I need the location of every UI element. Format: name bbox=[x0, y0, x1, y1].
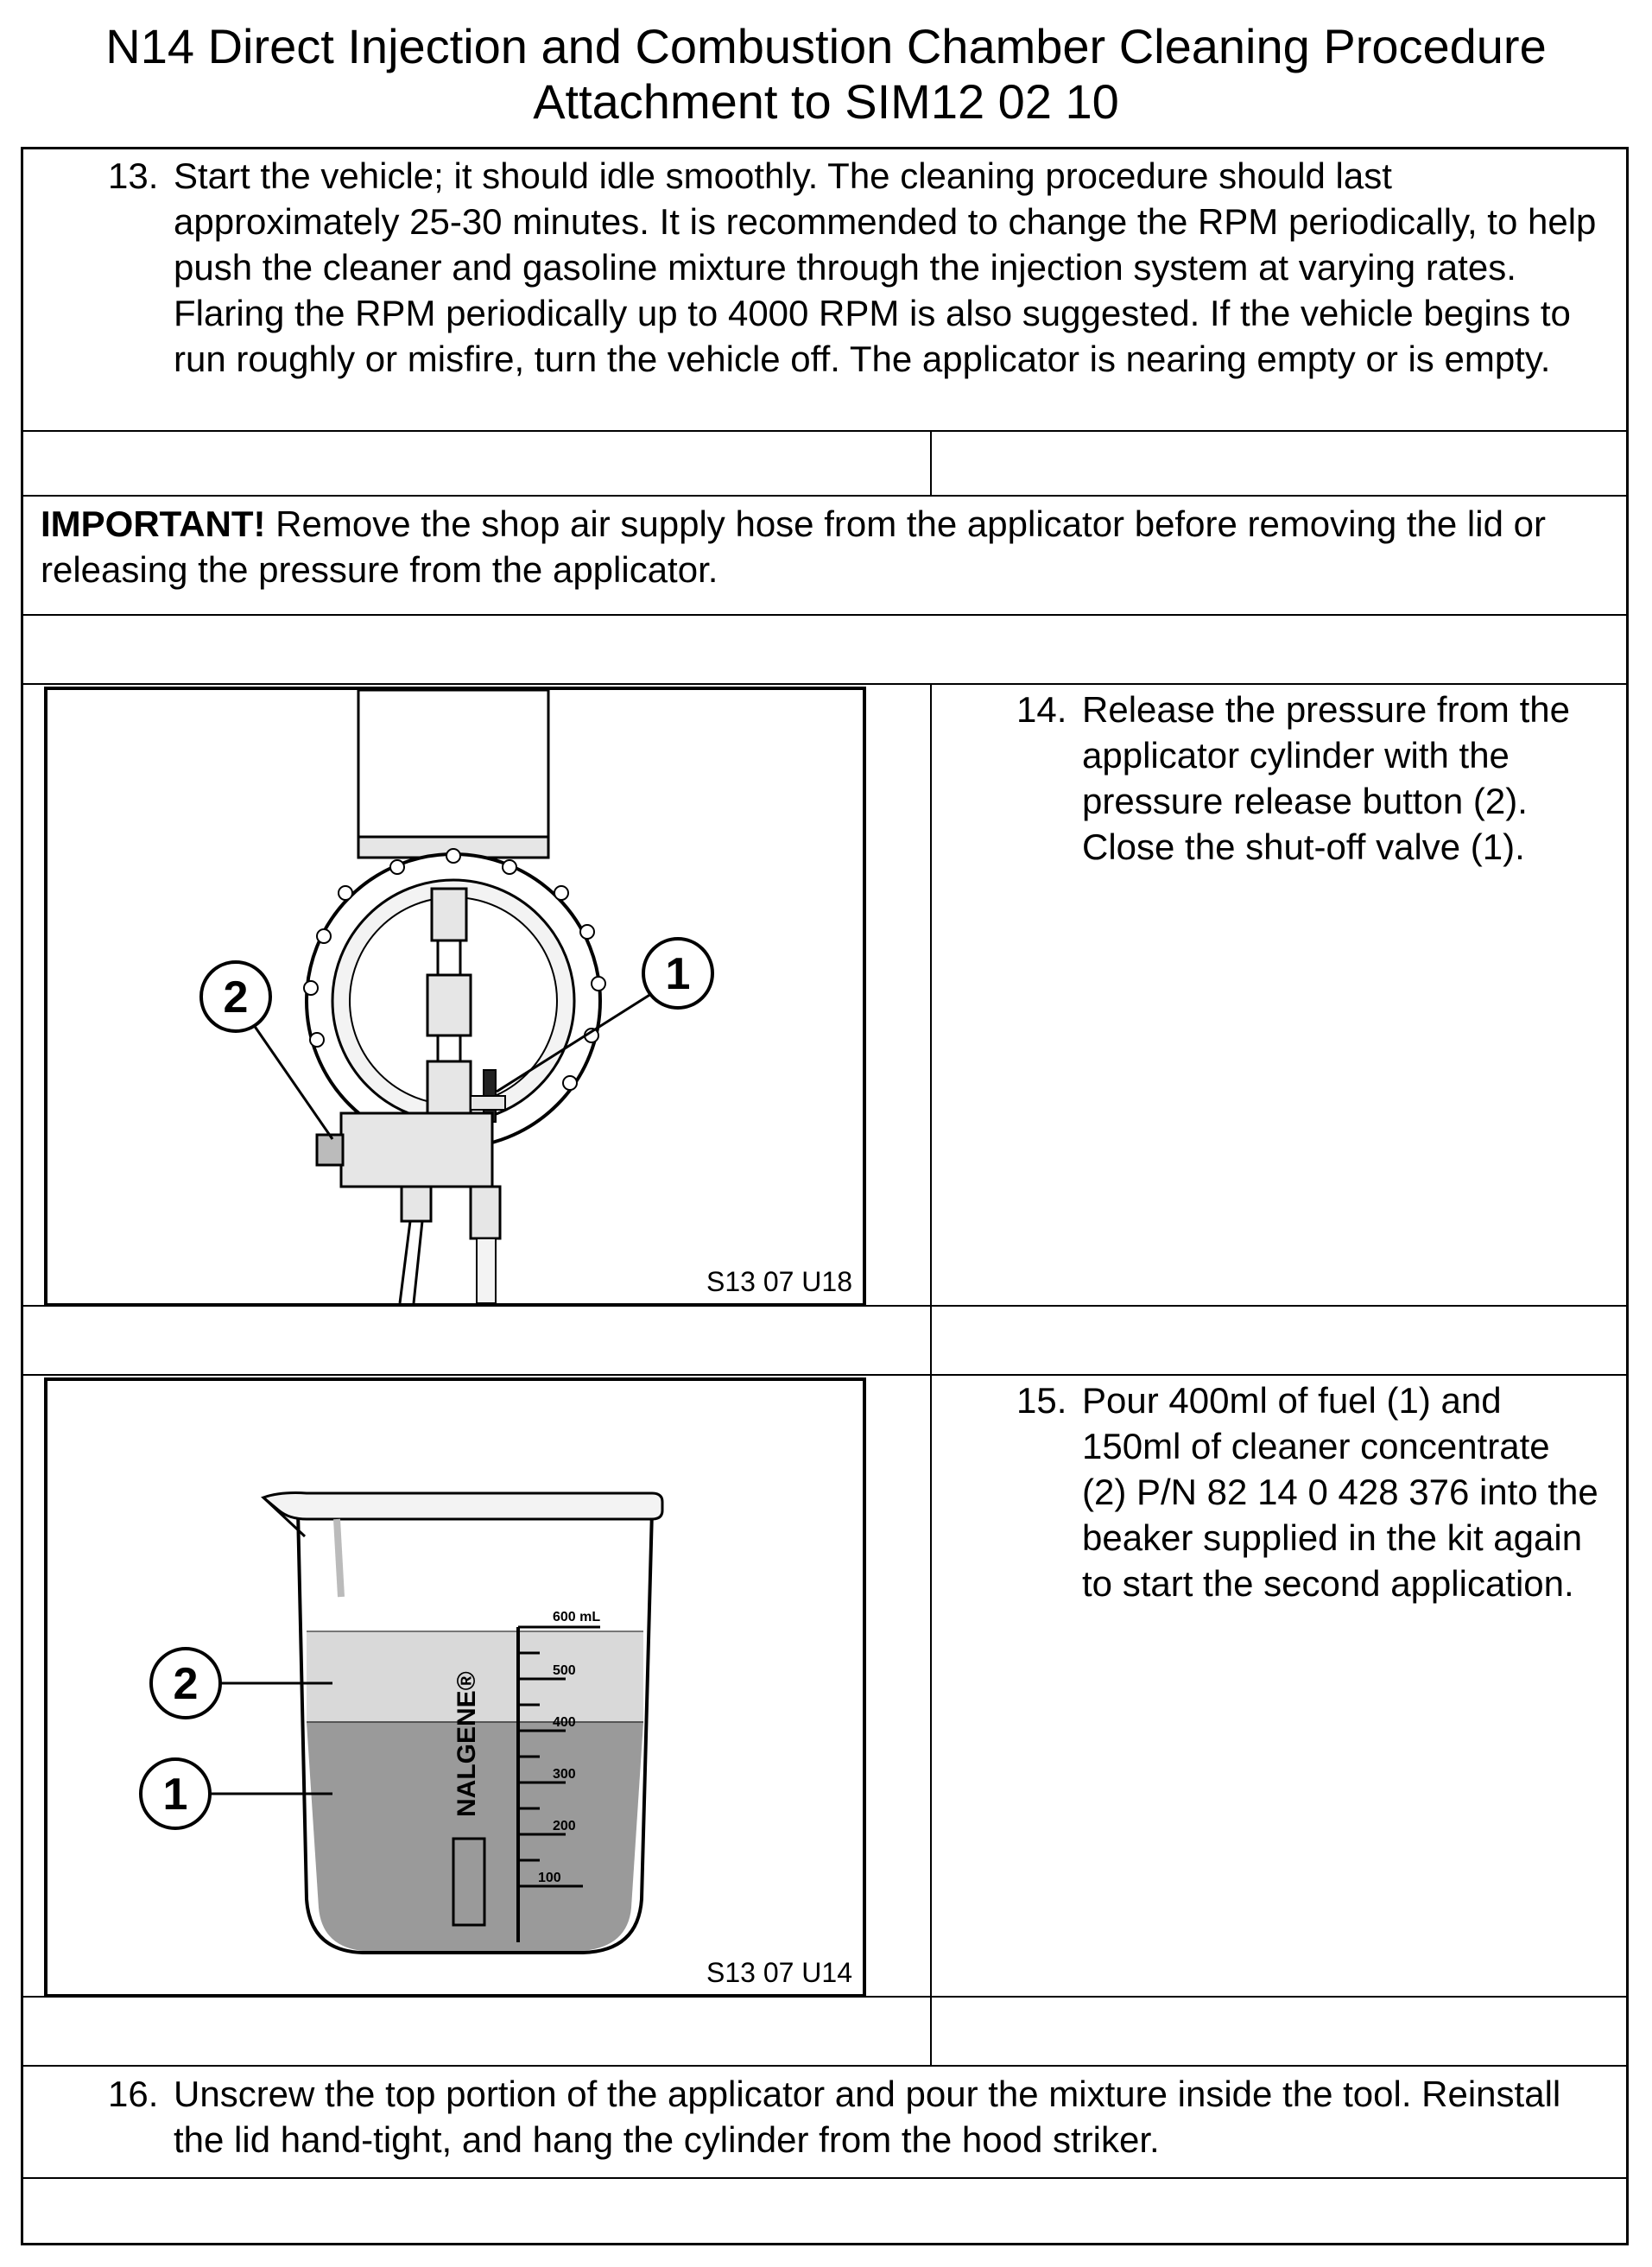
scale-label: 100 bbox=[538, 1871, 561, 1885]
row-divider bbox=[23, 430, 1626, 432]
important-text: Remove the shop air supply hose from the applicator before removing the lid or releasing the pressure from the applicator. bbox=[41, 503, 1546, 590]
scale-label: 600 mL bbox=[553, 1610, 601, 1624]
beaker-illustration bbox=[47, 1381, 863, 1994]
step-number: 16. bbox=[108, 2074, 159, 2114]
step-13 bbox=[108, 153, 1611, 382]
scale-label: 200 bbox=[553, 1819, 576, 1833]
figure-id: S13 07 U14 bbox=[706, 1957, 852, 1988]
step-text: Release the pressure from the applicator cylinder with the pressure release button (2). Close the shut-off valve (1). bbox=[1082, 689, 1570, 867]
step-15 bbox=[1016, 1377, 1604, 1606]
callout-1: 1 bbox=[162, 1770, 188, 1820]
callout-2: 2 bbox=[223, 972, 249, 1023]
column-divider bbox=[930, 430, 932, 495]
document-header bbox=[0, 19, 1652, 130]
step-14 bbox=[1016, 687, 1604, 870]
scale-label: 300 bbox=[553, 1767, 576, 1782]
important-note bbox=[41, 501, 1617, 592]
row-divider bbox=[23, 495, 1626, 497]
figure-id: S13 07 U18 bbox=[706, 1266, 852, 1297]
figure-applicator bbox=[44, 687, 866, 1307]
row-divider bbox=[23, 614, 1626, 616]
step-16 bbox=[108, 2071, 1611, 2163]
step-number: 15. bbox=[1016, 1380, 1067, 1421]
document-title: N14 Direct Injection and Combustion Chamber Cleaning Procedure bbox=[105, 19, 1547, 73]
row-divider bbox=[23, 2065, 1626, 2067]
column-divider bbox=[930, 683, 932, 2065]
step-text: Start the vehicle; it should idle smoothly. The cleaning procedure should last approximately 25-30 minutes. It is recommended to change the RPM periodically, to help push the cleaner and gasoline mixture through the injection system at varying rates. Flaring the RPM periodically up to 4000 RPM is also suggested. If the vehicle begins to run roughly or misfire, turn the vehicle off. The applicator is nearing empty or is empty. bbox=[174, 155, 1597, 379]
scale-label: 400 bbox=[553, 1715, 576, 1730]
beaker-brand: NALGENE® bbox=[453, 1671, 481, 1817]
step-number: 13. bbox=[108, 155, 159, 196]
callout-2: 2 bbox=[173, 1659, 199, 1709]
step-number: 14. bbox=[1016, 689, 1067, 730]
step-text: Unscrew the top portion of the applicator and pour the mixture inside the tool. Reinstall the lid hand-tight, and hang the cylinder from the hood striker. bbox=[174, 2074, 1561, 2160]
scale-label: 500 bbox=[553, 1663, 576, 1678]
row-divider bbox=[23, 683, 1626, 685]
applicator-illustration bbox=[47, 690, 863, 1303]
figure-beaker bbox=[44, 1377, 866, 1998]
row-divider bbox=[23, 2177, 1626, 2179]
procedure-table bbox=[21, 147, 1629, 2245]
important-label: IMPORTANT! bbox=[41, 503, 266, 544]
step-text: Pour 400ml of fuel (1) and 150ml of cleaner concentrate (2) P/N 82 14 0 428 376 into the beaker supplied in the kit again to start the second application. bbox=[1082, 1380, 1598, 1604]
document-subtitle: Attachment to SIM12 02 10 bbox=[533, 74, 1119, 129]
callout-1: 1 bbox=[665, 949, 691, 999]
row-divider bbox=[23, 1374, 1626, 1376]
